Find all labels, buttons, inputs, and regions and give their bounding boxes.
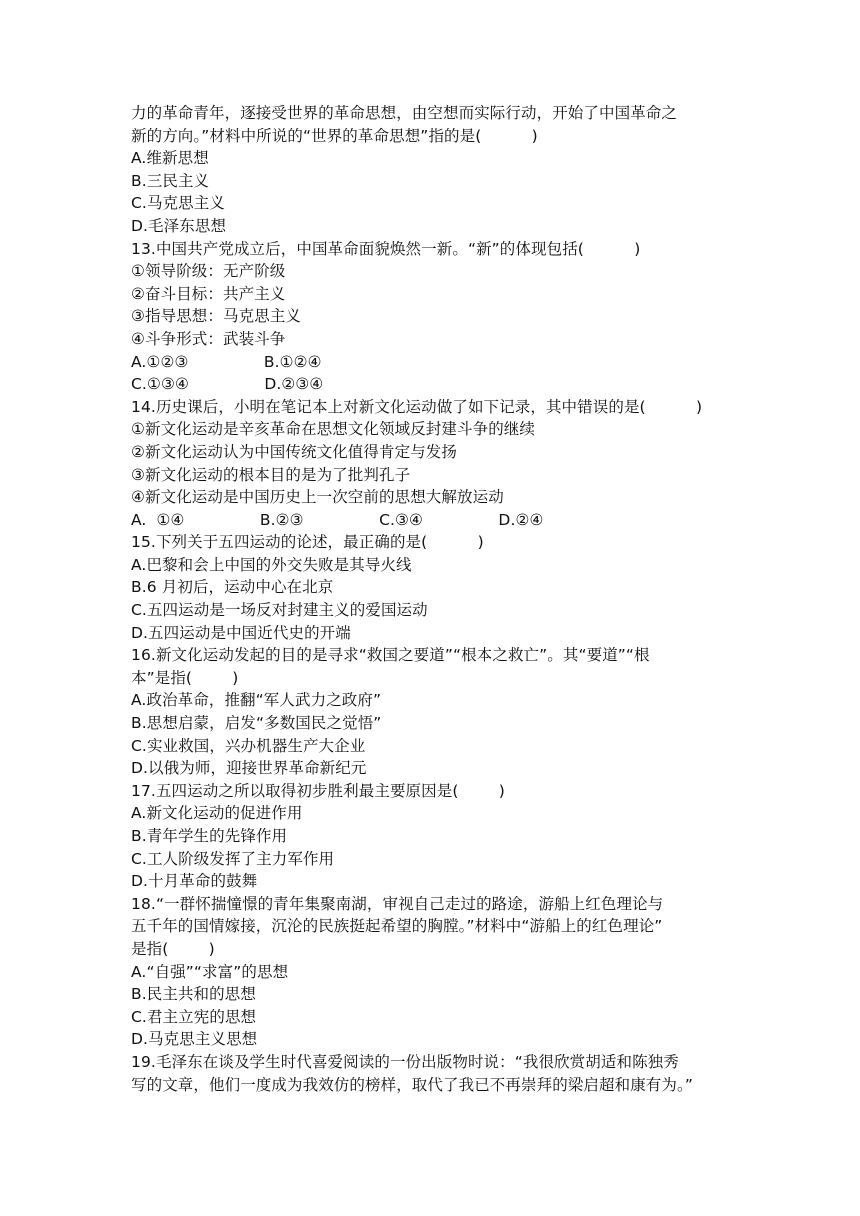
statement-3: ③指导思想：马克思主义 bbox=[131, 307, 301, 326]
document-page bbox=[131, 102, 743, 1096]
option-b: B.6 月初后，运动中心在北京 bbox=[131, 578, 334, 597]
option-d: D.五四运动是中国近代史的开端 bbox=[131, 623, 351, 642]
options-cd: C.①③④ D.②③④ bbox=[131, 375, 324, 394]
question-15: 15.下列关于五四运动的论述，最正确的是( ) bbox=[131, 533, 484, 552]
statement-4: ④新文化运动是中国历史上一次空前的思想大解放运动 bbox=[131, 488, 504, 507]
option-d: D.以俄为师，迎接世界革命新纪元 bbox=[131, 759, 367, 778]
statement-2: ②新文化运动认为中国传统文化值得肯定与发扬 bbox=[131, 442, 457, 461]
question-18-cont: 是指( ) bbox=[131, 939, 215, 958]
question-18-cont: 五千年的国情嫁接，沉沦的民族挺起希望的胸膛。”材料中“游船上的红色理论” bbox=[131, 917, 663, 936]
option-d: D.马克思主义思想 bbox=[131, 1030, 258, 1049]
statement-2: ②奋斗目标：共产主义 bbox=[131, 284, 286, 303]
question-19-cont: 写的文章，他们一度成为我效仿的榜样，取代了我已不再崇拜的梁启超和康有为。” bbox=[131, 1075, 693, 1094]
question-18: 18.“一群怀揣憧憬的青年集聚南湖，审视自己走过的路途，游船上红色理论与 bbox=[131, 894, 664, 913]
option-c: C.君主立宪的思想 bbox=[131, 1007, 257, 1026]
option-b: B.思想启蒙，启发“多数国民之觉悟” bbox=[131, 714, 382, 733]
option-d: D.十月革命的鼓舞 bbox=[131, 872, 258, 891]
option-b: B.民主共和的思想 bbox=[131, 985, 256, 1004]
statement-3: ③新文化运动的根本目的是为了批判孔子 bbox=[131, 465, 411, 484]
statement-1: ①新文化运动是辛亥革命在思想文化领域反封建斗争的继续 bbox=[131, 420, 535, 439]
question-13: 13.中国共产党成立后，中国革命面貌焕然一新。“新”的体现包括( ) bbox=[131, 239, 641, 258]
question-19: 19.毛泽东在谈及学生时代喜爱阅读的一份出版物时说：“我很欣赏胡适和陈独秀 bbox=[131, 1052, 679, 1071]
option-c: C.工人阶级发挥了主力军作用 bbox=[131, 849, 335, 868]
options-ab: A.①②③ B.①②④ bbox=[131, 352, 322, 371]
option-b: B.青年学生的先锋作用 bbox=[131, 827, 288, 845]
question-16: 16.新文化运动发起的目的是寻求“救国之要道”“根本之救亡”。其“要道”“根 bbox=[131, 646, 650, 665]
option-c: C.马克思主义 bbox=[131, 194, 225, 213]
option-a: A.政治革命，推翻“军人武力之政府” bbox=[131, 691, 382, 710]
option-a: A.维新思想 bbox=[131, 149, 209, 168]
option-b: B.三民主义 bbox=[131, 171, 210, 190]
text-line: 新的方向。”材料中所说的“世界的革命思想”指的是( ) bbox=[131, 126, 538, 145]
options-abcd: A. ①④ B.②③ C.③④ D.②④ bbox=[131, 510, 544, 529]
question-14: 14.历史课后，小明在笔记本上对新文化运动做了如下记录，其中错误的是( ) bbox=[131, 397, 703, 416]
text-line: 力的革命青年，逐接受世界的革命思想，由空想而实际行动，开始了中国革命之 bbox=[131, 104, 678, 122]
question-16-cont: 本”是指( ) bbox=[131, 668, 239, 687]
statement-4: ④斗争形式：武装斗争 bbox=[131, 329, 286, 348]
option-a: A.新文化运动的促进作用 bbox=[131, 804, 303, 823]
option-a: A.“自强”“求富”的思想 bbox=[131, 962, 289, 981]
option-c: C.五四运动是一场反对封建主义的爱国运动 bbox=[131, 601, 428, 620]
statement-1: ①领导阶级：无产阶级 bbox=[131, 262, 286, 281]
option-d: D.毛泽东思想 bbox=[131, 216, 227, 235]
option-c: C.实业救国，兴办机器生产大企业 bbox=[131, 736, 366, 755]
option-a: A.巴黎和会上中国的外交失败是其导火线 bbox=[131, 555, 412, 574]
question-17: 17.五四运动之所以取得初步胜利最主要原因是( ) bbox=[131, 781, 505, 800]
